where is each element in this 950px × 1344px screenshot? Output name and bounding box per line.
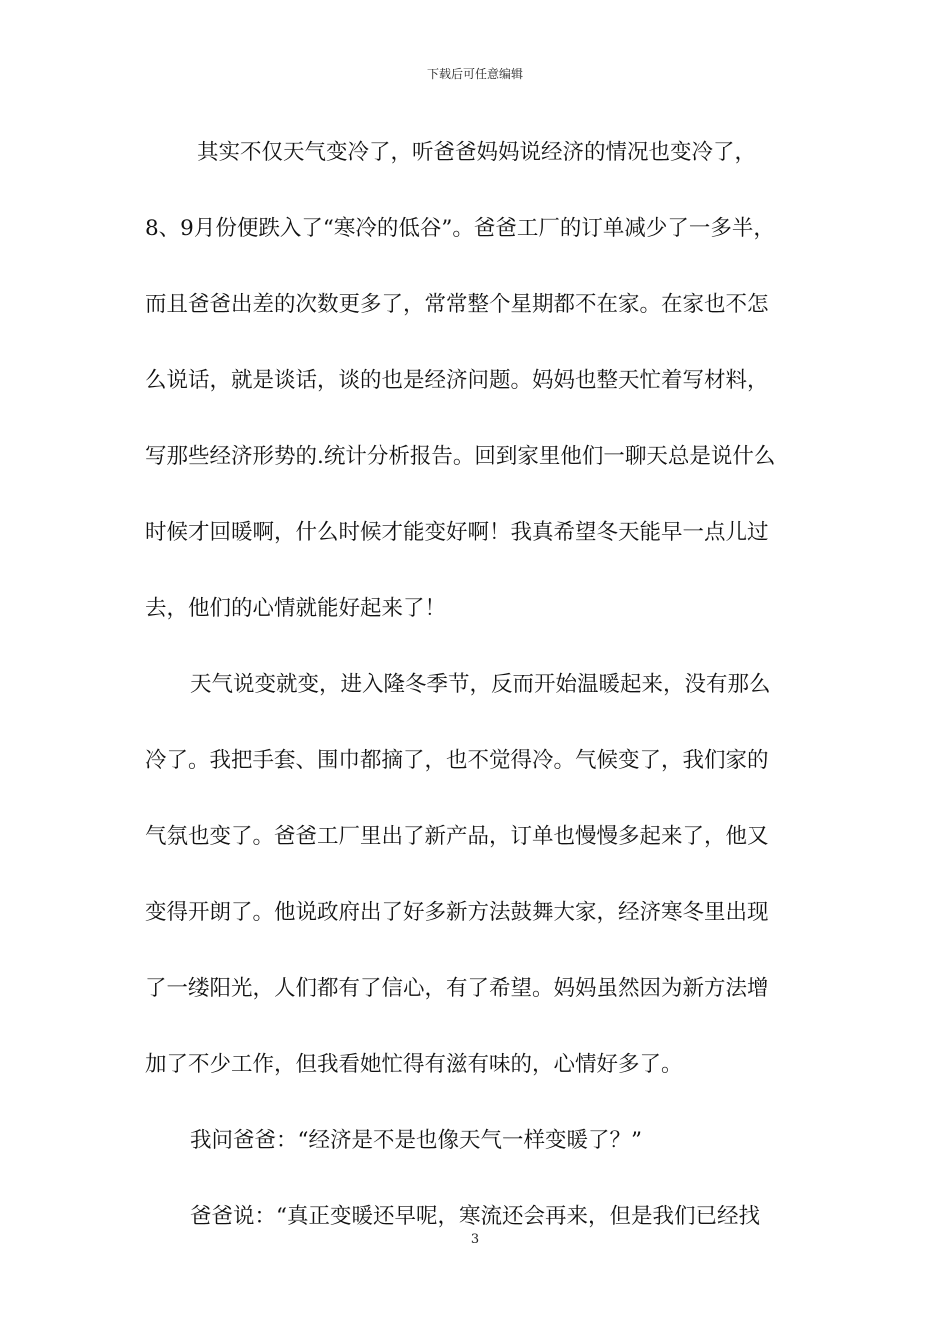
text-line: 变得开朗了。他说政府出了好多新方法鼓舞大家，经济寒冬里出现 (145, 900, 769, 925)
text-line: 时候才回暖啊，什么时候才能变好啊！我真希望冬天能早一点儿过 (145, 520, 769, 545)
text-line: 8、9月份便跌入了“寒冷的低谷”。爸爸工厂的订单减少了一多半， (145, 216, 775, 241)
text-line: 去，他们的心情就能好起来了！ (145, 596, 447, 621)
text-line: 我问爸爸：“经济是不是也像天气一样变暖了？” (190, 1128, 642, 1153)
text-line: 气氛也变了。爸爸工厂里出了新产品，订单也慢慢多起来了，他又 (145, 824, 769, 849)
text-line: 天气说变就变，进入隆冬季节，反而开始温暖起来，没有那么 (190, 672, 771, 697)
text-line: 加了不少工作，但我看她忙得有滋有味的，心情好多了。 (145, 1052, 683, 1077)
text-line: 爸爸说：“真正变暖还早呢，寒流还会再来，但是我们已经找 (190, 1204, 760, 1229)
text-line: 么说话，就是谈话，谈的也是经济问题。妈妈也整天忙着写材料， (145, 368, 769, 393)
text-line: 而且爸爸出差的次数更多了，常常整个星期都不在家。在家也不怎 (145, 292, 769, 317)
text-line: 其实不仅天气变冷了，听爸爸妈妈说经济的情况也变冷了， (197, 140, 757, 165)
document-body (145, 128, 815, 1268)
page-header: 下载后可任意编辑 (426, 67, 523, 81)
page-number: 3 (470, 1232, 480, 1247)
text-line: 写那些经济形势的.统计分析报告。回到家里他们一聊天总是说什么 (145, 444, 776, 469)
text-line: 了一缕阳光，人们都有了信心，有了希望。妈妈虽然因为新方法增 (145, 976, 769, 1001)
text-line: 冷了。我把手套、围巾都摘了，也不觉得冷。气候变了，我们家的 (145, 748, 769, 773)
